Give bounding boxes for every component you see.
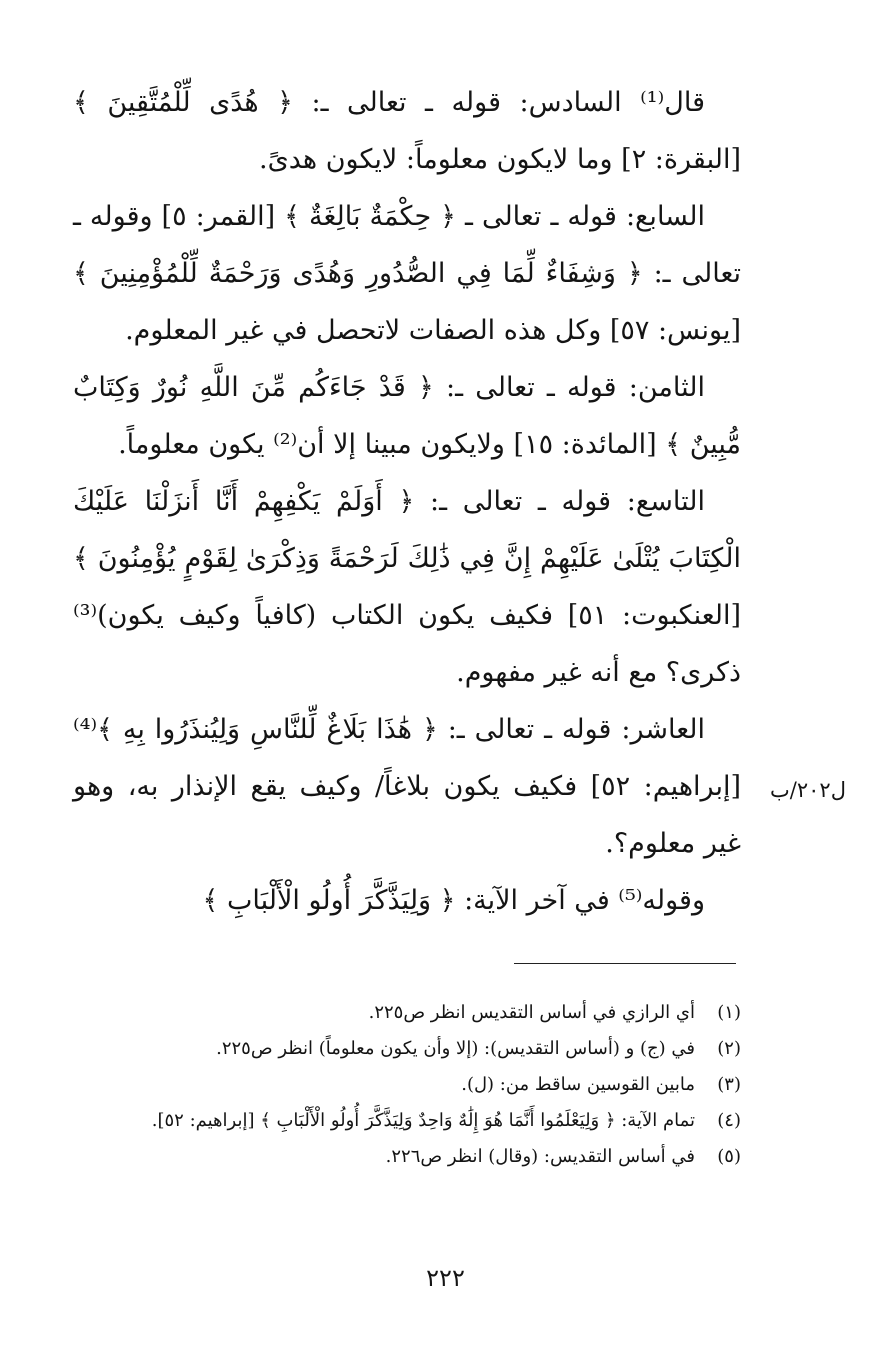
paragraph-closing: وقوله⁽⁵⁾ في آخر الآية: ﴿ وَلِيَذَّكَّرَ أُولُو الْأَلْبَابِ ﴾: [202, 885, 705, 916]
footnote-number: (٢): [717, 1038, 741, 1059]
footnote-number: (٣): [717, 1074, 741, 1095]
footnote-text: تمام الآية: ﴿ وَلِيَعْلَمُوا أَنَّمَا هُوَ إِلَٰهٌ وَاحِدٌ وَلِيَذَّكَّرَ أُولُو الْأَلْبَابِ ﴾ [إبراهيم: ٥٢].: [151, 1110, 695, 1131]
paragraph-seventh: السابع: قوله ـ تعالى ـ ﴿ حِكْمَةٌ بَالِغَةٌ ﴾ [القمر: ٥] وقوله ـ تعالى ـ: ﴿ وَشِفَاءٌ لِّمَا فِي الصُّدُورِ وَهُدًى وَرَحْمَةٌ لِّلْمُؤْمِنِينَ ﴾ [يونس: ٥٧] وكل هذه الصفات لاتحصل في غير المعلوم.: [73, 201, 741, 346]
footnote-text: أي الرازي في أساس التقديس انظر ص٢٢٥.: [368, 1002, 695, 1023]
footnote-number: (١): [717, 1002, 741, 1023]
footnotes: [73, 995, 741, 1175]
footnote-text: في أساس التقديس: (وقال) انظر ص٢٢٦.: [385, 1146, 695, 1167]
main-body-text: [73, 74, 741, 929]
footnote-4: [73, 1103, 741, 1139]
footnote-separator: [514, 963, 736, 964]
manuscript-folio-marker: ل٢٠٢/ب: [770, 778, 846, 802]
paragraph-ninth: التاسع: قوله ـ تعالى ـ: ﴿ أَوَلَمْ يَكْفِهِمْ أَنَّا أَنزَلْنَا عَلَيْكَ الْكِتَابَ يُتْلَىٰ عَلَيْهِمْ إِنَّ فِي ذَٰلِكَ لَرَحْمَةً وَذِكْرَىٰ لِقَوْمٍ يُؤْمِنُونَ ﴾ [العنكبوت: ٥١] فكيف يكون الكتاب (كافياً وكيف يكون)⁽³⁾ ذكرى؟ مع أنه غير مفهوم.: [73, 486, 741, 688]
footnote-number: (٤): [717, 1110, 741, 1131]
footnote-1: [73, 995, 741, 1031]
footnote-3: [73, 1067, 741, 1103]
footnote-5: [73, 1139, 741, 1175]
page-number: ٢٢٢: [426, 1264, 465, 1292]
paragraph-eighth: الثامن: قوله ـ تعالى ـ: ﴿ قَدْ جَاءَكُم مِّنَ اللَّهِ نُورٌ وَكِتَابٌ مُّبِينٌ ﴾ [المائدة: ١٥] ولايكون مبينا إلا أن⁽²⁾ يكون معلوماً.: [73, 372, 741, 460]
footnote-number: (٥): [717, 1146, 741, 1167]
paragraph-sixth: قال⁽¹⁾ السادس: قوله ـ تعالى ـ: ﴿ هُدًى لِّلْمُتَّقِينَ ﴾ [البقرة: ٢] وما لايكون معلوماً: لايكون هدىً.: [73, 87, 741, 175]
footnote-text: في (ج) و (أساس التقديس): (إلا وأن يكون معلوماً) انظر ص٢٢٥.: [216, 1038, 695, 1059]
footnote-2: [73, 1031, 741, 1067]
paragraph-tenth: العاشر: قوله ـ تعالى ـ: ﴿ هَٰذَا بَلَاغٌ لِّلنَّاسِ وَلِيُنذَرُوا بِهِ ﴾⁽⁴⁾ [إبراهيم: ٥٢] فكيف يكون بلاغاً/ وكيف يقع الإنذار به، وهو غير معلوم؟.: [73, 714, 742, 859]
footnote-text: مابين القوسين ساقط من: (ل).: [461, 1074, 695, 1095]
